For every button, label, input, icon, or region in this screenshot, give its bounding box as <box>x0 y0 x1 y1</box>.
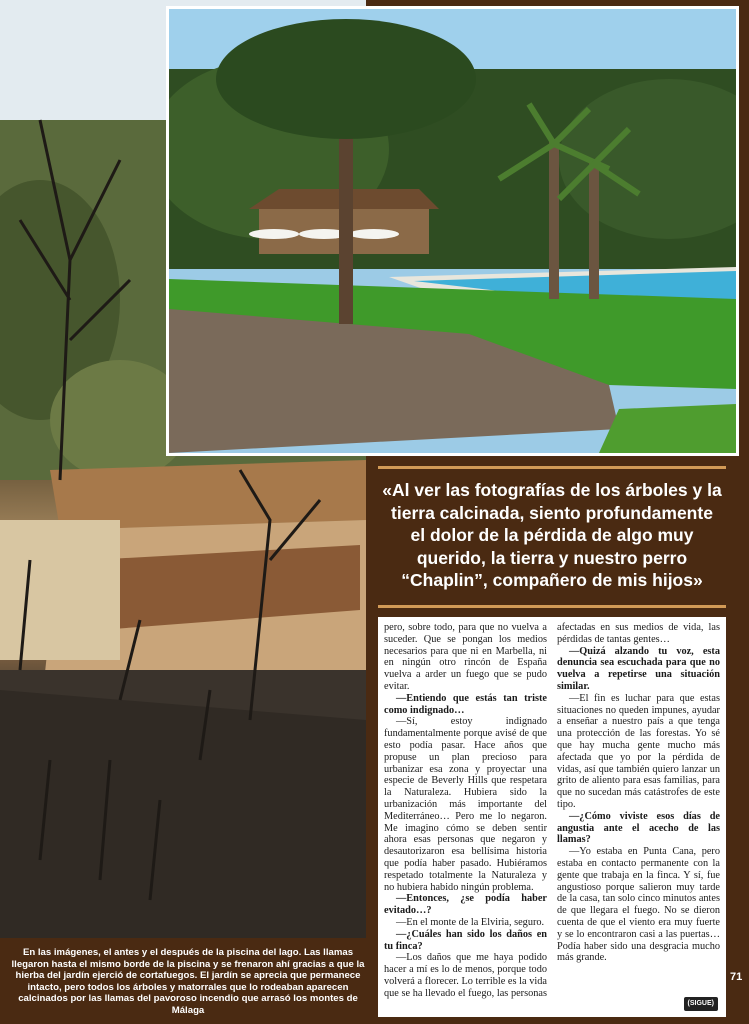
interviewer-question: —Quizá alzando tu voz, esta denuncia sea escuchada para que no vuelva a repetirse una situación similar. <box>557 645 720 692</box>
pool-garden-illustration <box>169 9 736 453</box>
interviewer-question: —Entiendo que estás tan triste como indignado… <box>384 692 547 716</box>
article-paragraph: —Yo estaba en Punta Cana, pero estaba en contacto permanente con la gente que trabaja en la finca. Y sí, fue angustioso porque salieron muy tarde de la casa, tan solo cinco minutos antes de que llegara el fuego. No se dieron cuenta de que el viento era muy fuerte y se lo encontraron casi a las puertas… Podía haber sido una desgracia mucho más grande. <box>557 846 720 964</box>
article-columns <box>384 622 720 1010</box>
article-paragraph: —Sí, estoy indignado fundamentalmente porque avisé de que esto podía pasar. Hace años que propuse un plan precioso para urbanizar esa zona y proyectar una especie de Beverly Hills que respetara la Naturaleza. Hubiera sido la urbanización más importante del Mediterráneo… Pero me lo negaron. Me imagino cómo se deben sentir ahora esas personas que negaron y desautorizaron esa bellísima historia que podía haber pasado. Hubiéramos respetado totalmente la Naturaleza y no hubiera habido ningún problema. <box>384 716 547 893</box>
page-number: 71 <box>730 971 743 983</box>
article-paragraph: —Los daños que me haya podido hacer a mí es lo de menos, porque todo volverá a florecer. Lo terrible es la vida que se ha llevado el fuego, las personas afectadas en sus medios de vida, las pérdidas de tantas gentes… <box>384 622 720 999</box>
pool-garden-photo <box>166 6 739 456</box>
interviewer-question: —¿Cómo viviste esos días de angustia ante el acecho de las llamas? <box>557 810 720 846</box>
article-paragraph: pero, sobre todo, para que no vuelva a suceder. Que se pongan los medios necesarios para que ni en Marbella, ni en ningún otro rincón de España vuelva a arder un fuego que se pudo evitar. <box>384 622 547 692</box>
continues-badge: (SIGUE) <box>684 997 718 1011</box>
article-paragraph: —En el monte de la Elviria, seguro. <box>396 916 545 928</box>
interviewer-question: —¿Cuáles han sido los daños en tu finca? <box>384 928 547 952</box>
article-body <box>378 617 726 1017</box>
interviewer-question: —Entonces, ¿se podía haber evitado…? <box>384 893 547 917</box>
photo-caption: En las imágenes, el antes y el después de la piscina del lago. Las llamas llegaron hasta el mismo borde de la piscina y se frenaron ahí gracias a que la hierba del jardín ejerció de cortafuegos. El jardín se aprecia que permanece intacto, pero todos los árboles y matorrales que lo rodeaban aparecen calcinados por las llamas del pavoroso incendio que arrasó los montes de Málaga <box>11 947 365 1016</box>
article-paragraph: —El fin es luchar para que estas situaciones no queden impunes, ayudar a enseñar a nuestro país a que tenga una protección de las forestas. Yo sé que hay mucha gente mucho más afectada que yo por la pérdida de vidas, así que también quiero lanzar un grito de aliento para esas familias, para que no sucedan más catástrofes de este tipo. <box>557 692 720 810</box>
pull-quote: «Al ver las fotografías de los árboles y la tierra calcinada, siento profundamente el dolor de la pérdida de algo muy querido, la tierra y nuestro perro “Chaplin”, compañero de mis hijos» <box>378 466 726 608</box>
